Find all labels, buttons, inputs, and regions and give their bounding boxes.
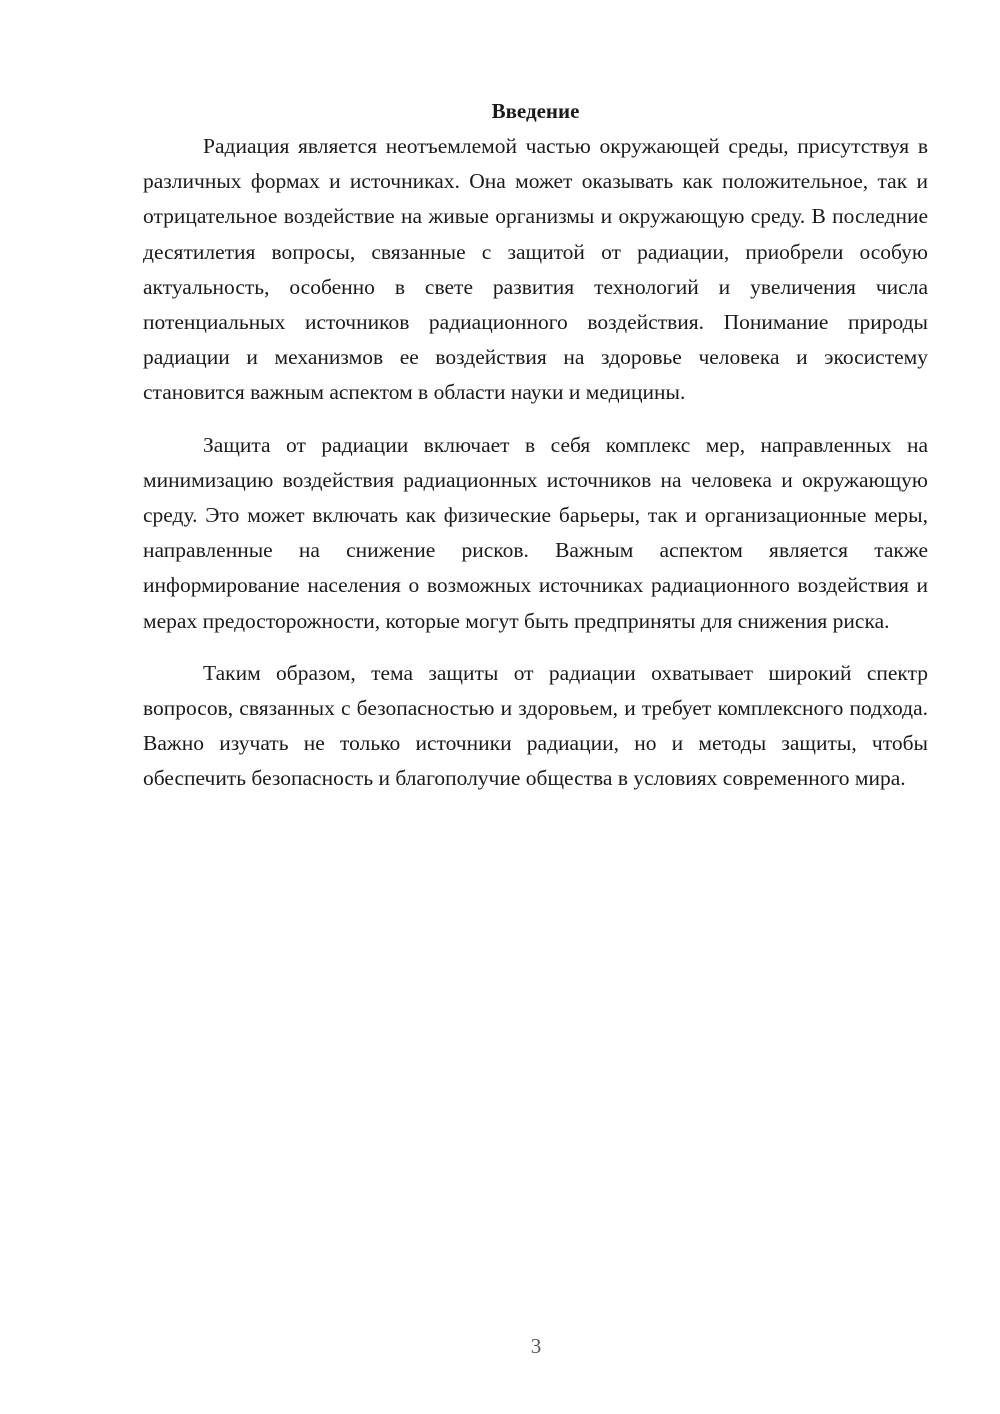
- paragraph-1: Радиация является неотъемлемой частью окружающей среды, присутствуя в различных формах и источниках. Она может оказывать как положительное, так и отрицательное воздействие на живые организмы и окружающую среду. В последние десятилетия вопросы, связанные с защитой от радиации, приобрели особую актуальность, особенно в свете развития технологий и увеличения числа потенциальных источников радиационного воздействия. Понимание природы радиации и механизмов ее воздействия на здоровье человека и экосистему становится важным аспектом в области науки и медицины.: [143, 134, 928, 405]
- paragraph-3: Таким образом, тема защиты от радиации охватывает широкий спектр вопросов, связанных с безопасностью и здоровьем, и требует комплексного подхода. Важно изучать не только источники радиации, но и методы защиты, чтобы обеспечить безопасность и благополучие общества в условиях современного мира.: [143, 660, 928, 791]
- page-content: [143, 94, 928, 797]
- page-number: 3: [530, 1334, 542, 1358]
- section-heading: Введение: [491, 99, 580, 123]
- paragraph-2: Защита от радиации включает в себя комплекс мер, направленных на минимизацию воздействия радиационных источников на человека и окружающую среду. Это может включать как физические барьеры, так и организационные меры, направленные на снижение рисков. Важным аспектом является также информирование населения о возможных источниках радиационного воздействия и мерах предосторожности, которые могут быть предприняты для снижения риска.: [143, 432, 928, 633]
